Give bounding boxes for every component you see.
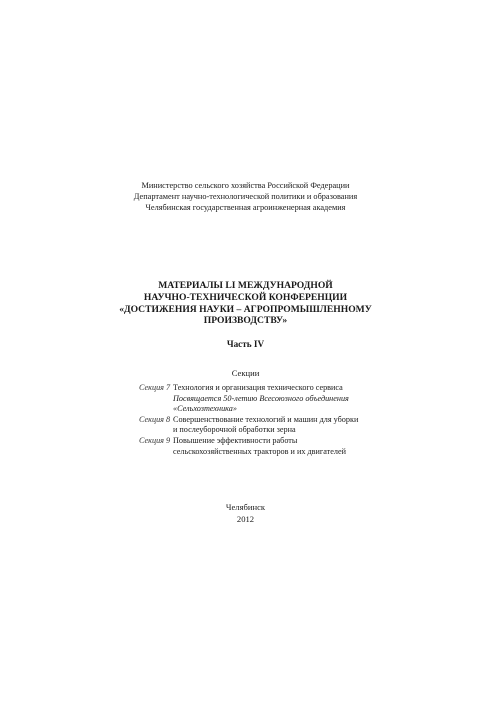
section-item-9 — [139, 436, 479, 457]
title-line: ПРОИЗВОДСТВУ» — [203, 315, 288, 327]
academy-line: Челябинская государственная агроинженерная академия — [145, 203, 346, 213]
section-label: Секция 9 — [139, 435, 171, 445]
imprint — [0, 501, 491, 525]
section-item-8 — [139, 415, 479, 436]
section-body — [173, 383, 479, 415]
section-label: Секция 8 — [139, 414, 171, 424]
section-title-line: и послеуборочной обработки зерна — [173, 425, 296, 435]
section-item-7 — [139, 383, 479, 415]
part-number: Часть IV — [226, 339, 265, 349]
section-body — [173, 415, 479, 436]
sections-heading: Секции — [231, 368, 260, 378]
publication-year: 2012 — [236, 514, 255, 524]
department-line: Департамент научно-технологической политики и образования — [133, 192, 358, 202]
section-title-line: Совершенствование технологий и машин для уборки — [173, 414, 359, 424]
section-title-line: Повышение эффективности работы — [173, 435, 298, 445]
section-dedication-line: «Сельхозтехника» — [173, 404, 237, 414]
title-line: МАТЕРИАЛЫ LI МЕЖДУНАРОДНОЙ — [158, 280, 333, 291]
section-dedication-line: Посвящается 50-летию Всесоюзного объединения — [173, 393, 349, 403]
conference-title — [0, 280, 491, 327]
title-line: НАУЧНО-ТЕХНИЧЕСКОЙ КОНФЕРЕНЦИИ — [143, 291, 348, 303]
ministry-line: Министерство сельского хозяйства Российской Федерации — [141, 181, 350, 190]
title-line: «ДОСТИЖЕНИЯ НАУКИ – АГРОПРОМЫШЛЕННОМУ — [119, 303, 372, 315]
city-name: Челябинск — [225, 502, 266, 512]
section-title-line: сельскохозяйственных тракторов и их двигателей — [173, 446, 346, 456]
ministry-block — [0, 180, 491, 214]
sections-list — [139, 383, 479, 457]
section-body — [173, 436, 479, 457]
section-title-line: Технология и организация технического сервиса — [173, 383, 343, 392]
section-label: Секция 7 — [139, 383, 171, 392]
